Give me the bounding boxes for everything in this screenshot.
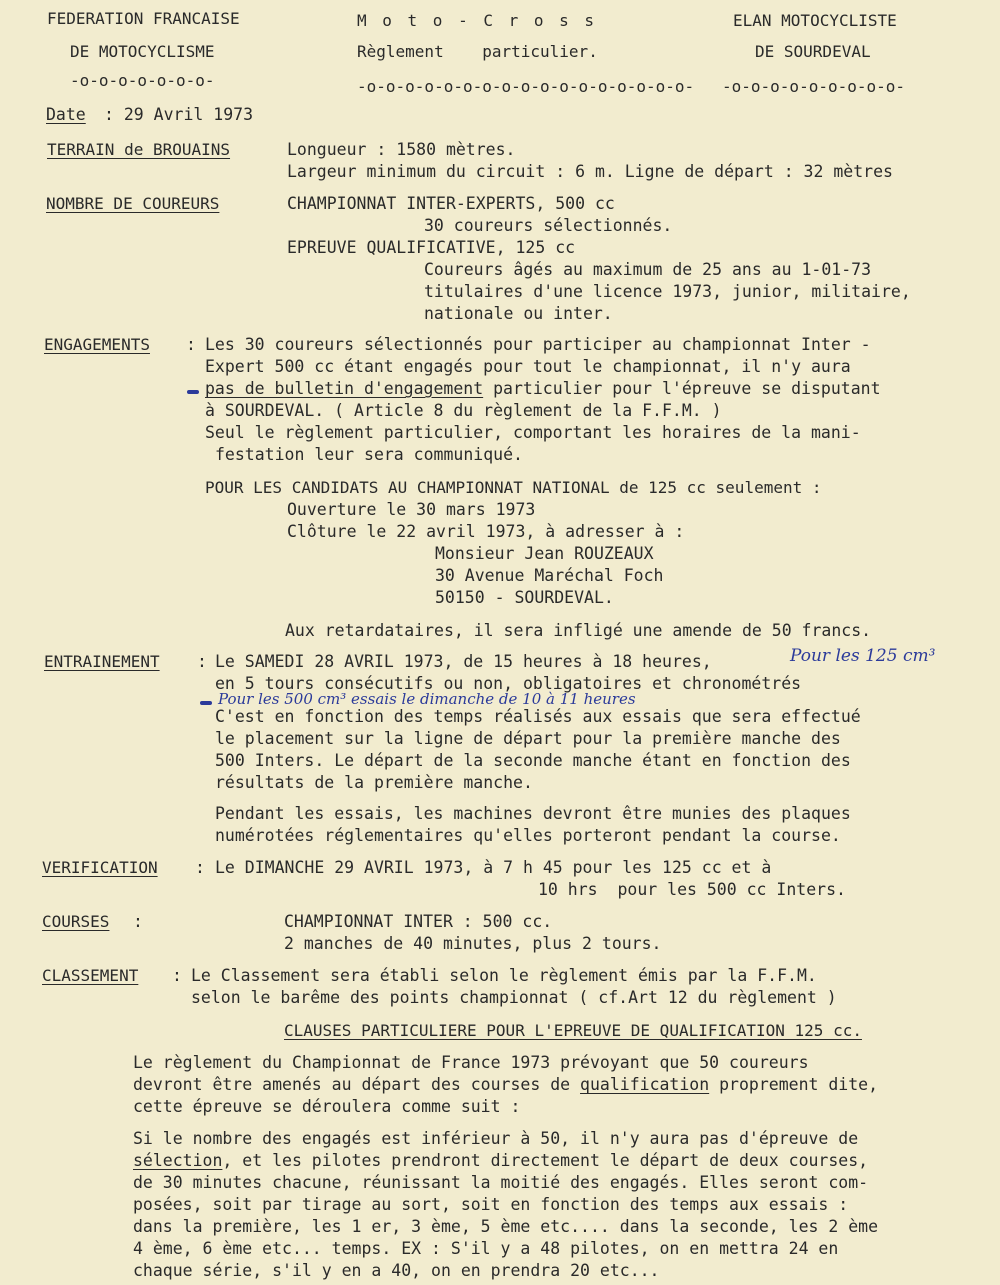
entrainement-line: C'est en fonction des temps réalisés aux essais que sera effectué xyxy=(215,707,861,726)
nombre-line: 30 coureurs sélectionnés. xyxy=(424,216,673,235)
engagements-cloture: Clôture le 22 avril 1973, à adresser à : xyxy=(287,522,685,541)
classement-line: Le Classement sera établi selon le règlement émis par la F.F.M. xyxy=(191,966,817,985)
clauses-text: , et les pilotes prendront directement le départ de deux courses, xyxy=(222,1151,869,1170)
entrainement-line: Le SAMEDI 28 AVRIL 1973, de 15 heures à 18 heures, xyxy=(215,652,712,671)
nombre-line: titulaires d'une licence 1973, junior, militaire, xyxy=(424,282,911,301)
clauses-line: posées, soit par tirage au sort, soit en fonction des temps aux essais : xyxy=(133,1195,849,1214)
entrainement-label: ENTRAINEMENT xyxy=(44,652,160,671)
engagements-line3 xyxy=(205,378,881,400)
handwritten-dash-mark xyxy=(187,390,199,394)
classement-colon: : xyxy=(172,966,182,985)
clauses-line: de 30 minutes chacune, réunissant la moitié des engagés. Elles seront com- xyxy=(133,1173,869,1192)
courses-line: CHAMPIONNAT INTER : 500 cc. xyxy=(284,912,553,931)
courses-label: COURSES xyxy=(42,912,110,931)
nombre-line: EPREUVE QUALIFICATIVE, 125 cc xyxy=(287,238,576,257)
clauses-underlined: qualification xyxy=(580,1075,710,1094)
verification-line: Le DIMANCHE 29 AVRIL 1973, à 7 h 45 pour les 125 cc et à xyxy=(215,858,772,877)
engagements-amende: Aux retardataires, il sera infligé une amende de 50 francs. xyxy=(285,621,872,640)
clauses-line: chaque série, s'il y en a 40, on en prendra 20 etc... xyxy=(133,1261,660,1280)
address-line: 30 Avenue Maréchal Foch xyxy=(435,566,664,585)
clauses-line xyxy=(133,1150,868,1172)
courses-colon: : xyxy=(133,912,143,931)
entrainement-line: 500 Inters. Le départ de la seconde manche étant en fonction des xyxy=(215,751,851,770)
classement-label: CLASSEMENT xyxy=(42,966,139,985)
classement-line: selon le barême des points championnat ( cf.Art 12 du règlement ) xyxy=(191,988,837,1007)
terrain-label: TERRAIN de BROUAINS xyxy=(47,140,231,159)
engagements-ouverture: Ouverture le 30 mars 1973 xyxy=(287,500,536,519)
header-left-line1: FEDERATION FRANCAISE xyxy=(47,9,240,28)
engagements-line: à SOURDEVAL. ( Article 8 du règlement de la F.F.M. ) xyxy=(205,401,722,420)
entrainement-essais: numérotées réglementaires qu'elles porteront pendant la course. xyxy=(215,826,841,845)
clauses-line: Si le nombre des engagés est inférieur à 50, il n'y aura pas d'épreuve de xyxy=(133,1129,859,1148)
header-right-line2: DE SOURDEVAL xyxy=(755,42,871,61)
nombre-label: NOMBRE DE COUREURS xyxy=(46,194,220,213)
engagements-line: Expert 500 cc étant engagés pour tout le championnat, il n'y aura xyxy=(205,357,851,376)
clauses-line: 4 ème, 6 ème etc... temps. EX : S'il y a 48 pilotes, on en mettra 24 en xyxy=(133,1239,839,1258)
clauses-text: proprement dite, xyxy=(709,1075,879,1094)
terrain-line: Largeur minimum du circuit : 6 m. Ligne de départ : 32 mètres xyxy=(287,162,893,181)
clauses-line: Le règlement du Championnat de France 1973 prévoyant que 50 coureurs xyxy=(133,1053,809,1072)
handwritten-note-500: Pour les 500 cm³ essais le dimanche de 10 à 11 heures xyxy=(218,690,636,708)
engagements-line: Seul le règlement particulier, comportant les horaires de la mani- xyxy=(205,423,861,442)
clauses-line: cette épreuve se déroulera comme suit : xyxy=(133,1097,521,1116)
date-value: : 29 Avril 1973 xyxy=(104,105,254,124)
clauses-line: dans la première, les 1 er, 3 ème, 5 ème etc.... dans la seconde, les 2 ème xyxy=(133,1217,879,1236)
engagements-line3-rest: particulier pour l'épreuve se disputant xyxy=(483,379,881,398)
clauses-underlined: sélection xyxy=(133,1151,223,1170)
date-label: Date xyxy=(46,105,86,124)
entrainement-line: résultats de la première manche. xyxy=(215,773,533,792)
engagements-label: ENGAGEMENTS xyxy=(44,335,150,354)
entrainement-line: en 5 tours consécutifs ou non, obligatoires et chronométrés xyxy=(215,674,802,693)
courses-line: 2 manches de 40 minutes, plus 2 tours. xyxy=(284,934,662,953)
header-left-line2: DE MOTOCYCLISME xyxy=(70,42,215,61)
clauses-line xyxy=(133,1074,878,1096)
nombre-line: nationale ou inter. xyxy=(424,304,613,323)
engagements-line: Les 30 coureurs sélectionnés pour participer au championnat Inter - xyxy=(205,335,871,354)
engagements-underlined: pas de bulletin d'engagement xyxy=(205,379,484,398)
engagements-colon: : xyxy=(186,335,196,354)
verification-colon: : xyxy=(195,858,205,877)
engagements-line: festation leur sera communiqué. xyxy=(215,445,523,464)
address-line: Monsieur Jean ROUZEAUX xyxy=(435,544,654,563)
clauses-title: CLAUSES PARTICULIERE POUR L'EPREUVE DE QUALIFICATION 125 cc. xyxy=(284,1021,862,1040)
header-center-subtitle: Règlement particulier. xyxy=(357,42,598,61)
header-center-title: M o t o - C r o s s xyxy=(357,11,598,30)
verification-label: VERIFICATION xyxy=(42,858,158,877)
terrain-line: Longueur : 1580 mètres. xyxy=(287,140,516,159)
header-right-separator: -o-o-o-o-o-o-o-o-o- xyxy=(722,77,906,96)
verification-line: 10 hrs pour les 500 cc Inters. xyxy=(538,880,846,899)
nombre-line: CHAMPIONNAT INTER-EXPERTS, 500 cc xyxy=(287,194,615,213)
header-center-separator: -o-o-o-o-o-o-o-o-o-o-o-o-o-o-o-o-o- xyxy=(357,77,695,96)
clauses-text: devront être amenés au départ des courses de xyxy=(133,1075,581,1094)
header-right-line1: ELAN MOTOCYCLISTE xyxy=(733,11,897,30)
engagements-candidats: POUR LES CANDIDATS AU CHAMPIONNAT NATIONAL de 125 cc seulement : xyxy=(205,478,822,497)
address-line: 50150 - SOURDEVAL. xyxy=(435,588,614,607)
entrainement-essais: Pendant les essais, les machines devront être munies des plaques xyxy=(215,804,851,823)
handwritten-dash-mark xyxy=(200,701,212,705)
nombre-line: Coureurs âgés au maximum de 25 ans au 1-01-73 xyxy=(424,260,872,279)
header-left-separator: -o-o-o-o-o-o-o- xyxy=(70,71,215,90)
entrainement-colon: : xyxy=(197,652,207,671)
entrainement-line: le placement sur la ligne de départ pour la première manche des xyxy=(215,729,841,748)
handwritten-note-125: Pour les 125 cm³ xyxy=(790,646,936,666)
